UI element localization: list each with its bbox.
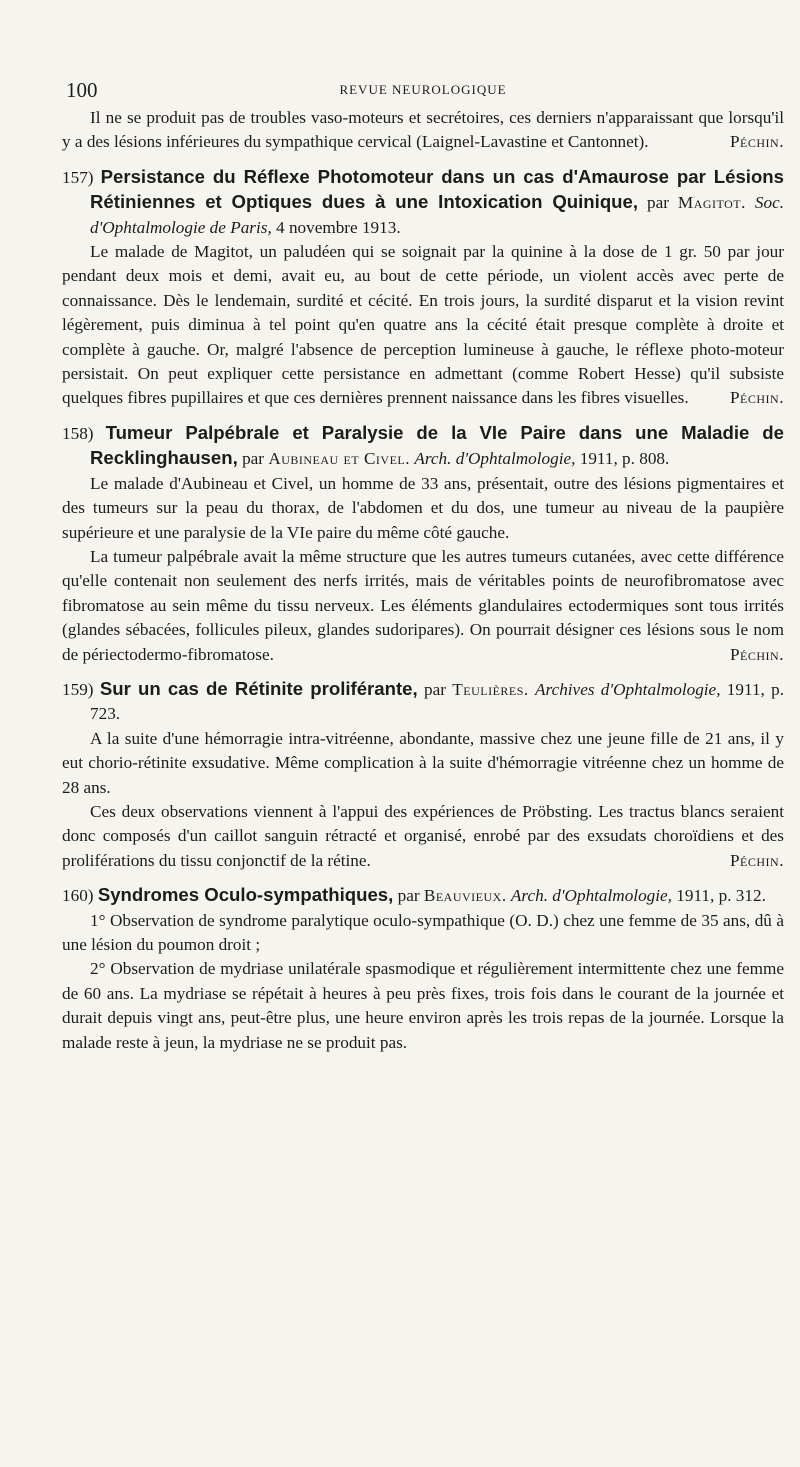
- entry-paragraph: 1° Observation de syndrome paralytique oculo-sympathique (O. D.) chez une femme de 35 ans, dû à une lésion du poumon droit ;: [62, 910, 784, 954]
- entry-paragraph: [62, 240, 784, 411]
- entry-157: [62, 165, 784, 411]
- entry-source: Arch. d'Ophtalmologie,: [510, 886, 672, 906]
- entry-heading: [62, 883, 784, 908]
- entry-date: 1911, p. 723.: [90, 679, 785, 724]
- entry-paragraph: A la suite d'une hémorragie intra-vitréenne, abondante, massive chez une jeune fille de 21 ans, il y eut chorio-rétinite exsudative. Même complication à la suite d'hémorragie vitréenne chez un homme de 28 ans.: [62, 728, 784, 797]
- page-number: 100: [66, 78, 98, 102]
- entry-paragraph: Le malade d'Aubineau et Civel, un homme de 33 ans, présentait, outre des lésions pigmentaires et des tumeurs sur la peau du thorax, de l'abdomen et du dos, une tumeur au niveau de la paupière supérieure et une paralysie de la VIe paire du même côté gauche.: [62, 473, 784, 542]
- document-page: [62, 78, 784, 1055]
- intro-signature: Péchin.: [729, 132, 784, 152]
- page-header: [62, 78, 784, 106]
- entry-number: 159): [62, 679, 94, 699]
- entry-source: Arch. d'Ophtalmologie,: [414, 449, 576, 469]
- entry-source: Soc. d'Ophtalmologie de Paris,: [90, 193, 785, 237]
- entry-heading: [62, 165, 784, 240]
- entry-title: Tumeur Palpébrale et Paralysie de la VIe Paire dans une Maladie de Recklinghausen,: [90, 421, 784, 469]
- entry-paragraph: [62, 545, 784, 667]
- entry-number: 160): [62, 886, 94, 906]
- paragraph-text: Le malade de Magitot, un paludéen qui se soignait par la quinine à la dose de 1 gr. 50 par jour pendant deux mois et demi, avait eu, au bout de cette période, un violent accès avec perte de connaissance. Dès le lendemain, surdité et cécité. En trois jours, la surdité disparut et la vision revint légèrement, puis diminua à tel point qu'en quatre ans la cécité était presque complète à droite et complète à gauche. Or, malgré l'absence de perception lumineuse à gauche, le réflexe photo-moteur persistait. On peut expliquer cette persistance en admettant (comme Robert Hesse) qu'il subsiste quelques fibres pupillaires et que ces dernières prennent naissance dans les fibres visuelles.: [62, 242, 784, 408]
- entry-signature: Péchin.: [729, 850, 784, 870]
- entry-author: Aubineau et Civel.: [268, 449, 411, 469]
- entry-paragraph: [62, 800, 784, 873]
- entry-author: Teulières.: [452, 679, 529, 699]
- paragraph-text: Ces deux observations viennent à l'appui des expériences de Pröbsting. Les tractus blancs seraient donc composés d'un caillot sanguin rétracté et organisé, enrobé par des exsudats choroïdiens et des proliférations du tissu conjonctif de la rétine.: [62, 801, 784, 870]
- paragraph-text: La tumeur palpébrale avait la même structure que les autres tumeurs cutanées, avec cette différence qu'elle contenait non seulement des nerfs irrités, mais de véritables points de neurofibromatose avec fibromatose au sein même du tissu nerveux. Les éléments glandulaires ectodermiques sont tous irrités (glandes sébacées, follicules pileux, glandes sudoripares). On pourrait désigner ces lésions sous le nom de périectodermo-fibromatose.: [62, 546, 784, 664]
- entry-heading: [62, 677, 784, 727]
- entry-paragraph: 2° Observation de mydriase unilatérale spasmodique et régulièrement intermittente chez une femme de 60 ans. La mydriase se répétait à heures à peu près fixes, trois fois dans le courant de la journée et durait depuis vingt ans, peut-être plus, une heure environ après les trois repas de la journée. Lorsque la malade reste à jeun, la mydriase ne se produit pas.: [62, 959, 784, 1052]
- entry-author: Magitot.: [677, 193, 746, 213]
- intro-text: Il ne se produit pas de troubles vaso-moteurs et secrétoires, ces derniers n'apparaissant que lorsqu'il y a des lésions inférieures du sympathique cervical (Laignel-Lavastine et Cantonnet).: [62, 108, 784, 152]
- entry-title: Persistance du Réflexe Photomoteur dans un cas d'Amaurose par Lésions Rétiniennes et Optiques dues à une Intoxication Quinique,: [90, 165, 785, 213]
- entry-par: par: [424, 679, 446, 699]
- entry-author: Beauvieux.: [423, 886, 507, 906]
- entry-signature: Péchin.: [729, 644, 784, 664]
- entry-160: [62, 883, 784, 1055]
- running-title: REVUE NEUROLOGIQUE: [339, 82, 507, 97]
- entry-par: par: [242, 449, 265, 469]
- intro-paragraph: [62, 106, 784, 155]
- entry-date: 4 novembre 1913.: [276, 217, 401, 237]
- entry-title: Syndromes Oculo-sympathiques,: [97, 884, 394, 906]
- entry-title: Sur un cas de Rétinite proliférante,: [99, 677, 418, 699]
- entry-par: par: [397, 886, 420, 906]
- entry-159: [62, 677, 784, 873]
- entry-number: 158): [62, 423, 94, 443]
- entry-date: 1911, p. 808.: [579, 449, 670, 469]
- entry-heading: [62, 421, 784, 472]
- entry-date: 1911, p. 312.: [676, 886, 766, 906]
- entry-signature: Péchin.: [729, 388, 784, 408]
- entry-158: [62, 421, 784, 667]
- entry-source: Archives d'Ophtalmologie,: [535, 679, 721, 699]
- entry-par: par: [647, 193, 669, 213]
- entry-number: 157): [62, 167, 94, 187]
